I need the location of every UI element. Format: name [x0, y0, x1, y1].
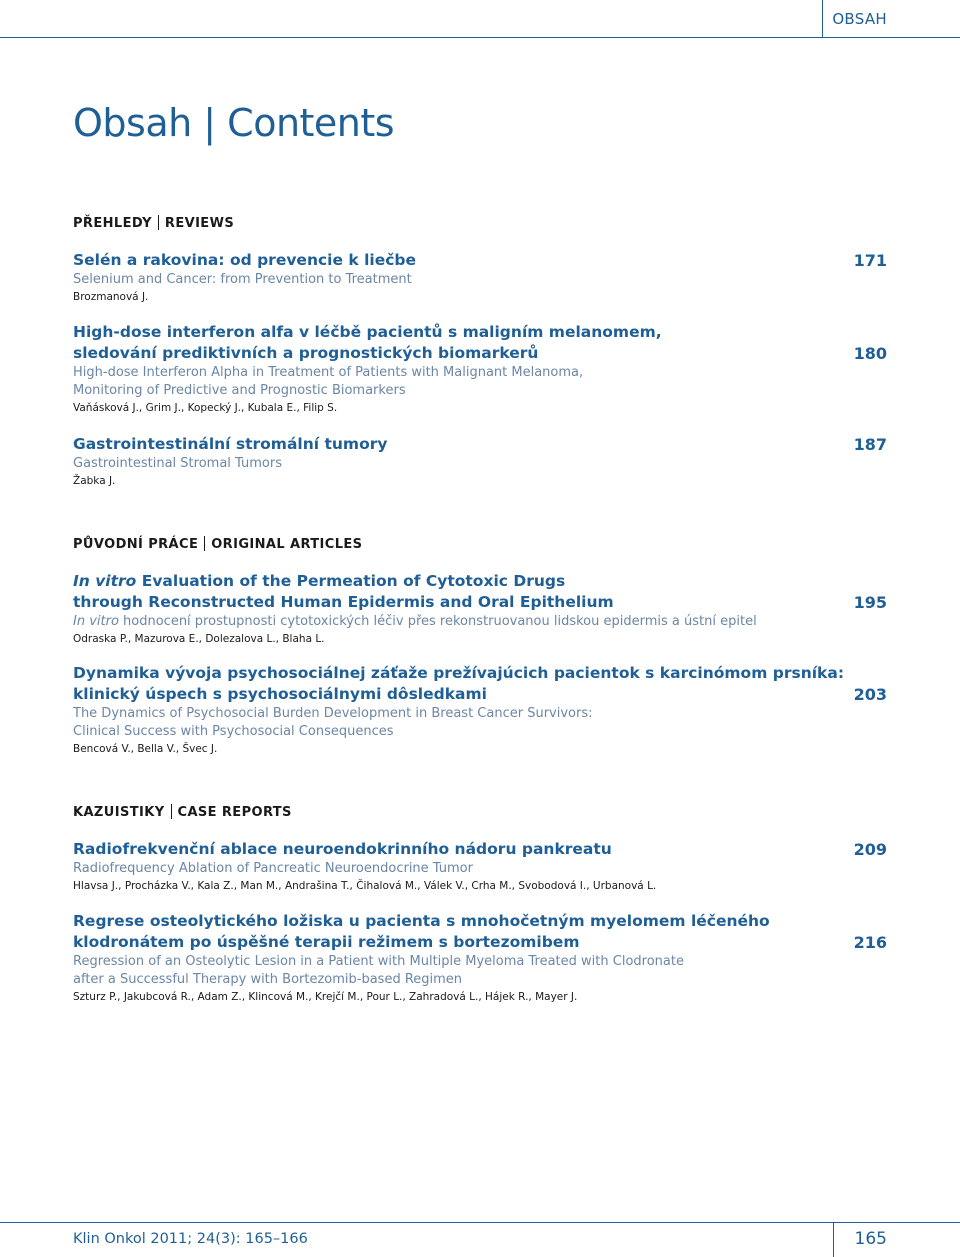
entry-authors: Odraska P., Mazurova E., Dolezalova L., Blaha L.: [73, 633, 325, 645]
entry-subtitle-line-1: The Dynamics of Psychosocial Burden Development in Breast Cancer Survivors:: [73, 706, 593, 721]
section-heading-cz: PŘEHLEDY: [73, 216, 152, 231]
entry-page-number: 180: [853, 344, 887, 363]
entry-subtitle: Radiofrequency Ablation of Pancreatic Neuroendocrine Tumor: [73, 861, 473, 876]
entry-title-line-1: Dynamika vývoja psychosociálnej záťaže prežívajúcich pacientok s karcinómom prsníka:: [73, 664, 845, 682]
section-heading-en: CASE REPORTS: [177, 805, 292, 820]
entry-title: Radiofrekvenční ablace neuroendokrinního nádoru pankreatu: [73, 840, 612, 858]
entry-subtitle-line-1: High-dose Interferon Alpha in Treatment of Patients with Malignant Melanoma,: [73, 365, 584, 380]
entry-title-italic: In vitro: [73, 572, 137, 590]
entry-authors: Vaňásková J., Grim J., Kopecký J., Kubala E., Filip S.: [73, 402, 338, 414]
top-rule: [0, 37, 960, 38]
entry-title-line-2: klinický úspech s psychosociálnymi dôsledkami: [73, 685, 487, 703]
entry-subtitle-line-1: Regression of an Osteolytic Lesion in a Patient with Multiple Myeloma Treated with Clodronate: [73, 954, 684, 969]
entry-subtitle: [73, 613, 887, 631]
entry-title: Gastrointestinální stromální tumory: [73, 435, 388, 453]
entry-authors: Szturz P., Jakubcová R., Adam Z., Klincová M., Krejčí M., Pour L., Zahradová L., Hájek R., Mayer J.: [73, 991, 578, 1003]
entry-title: Selén a rakovina: od prevencie k liečbe: [73, 251, 417, 269]
entry-title-line-1: High-dose interferon alfa v léčbě pacientů s maligním melanomem,: [73, 323, 662, 341]
entry-page-number: 209: [853, 840, 887, 859]
entry-authors: Bencová V., Bella V., Švec J.: [73, 743, 218, 755]
entry-title-line-1: Regrese osteolytického ložiska u pacienta s mnohočetným myelomem léčeného: [73, 912, 770, 930]
entry-page-number: 203: [853, 685, 887, 704]
entry-authors: Hlavsa J., Procházka V., Kala Z., Man M., Andrašina T., Čihalová M., Válek V., Crha M., Svobodová I., Urbanová L.: [73, 880, 657, 892]
entry-page-number: 187: [853, 435, 887, 454]
entry-page-number: 216: [853, 933, 887, 952]
section-heading-cz: PŮVODNÍ PRÁCE: [73, 537, 199, 552]
entry-subtitle-rest: hodnocení prostupnosti cytotoxických léčiv přes rekonstruovanou lidskou epidermis a ústní epitel: [118, 614, 757, 629]
entry-title-line-2: sledování prediktivních a prognostických biomarkerů: [73, 344, 539, 362]
entry-page-number: 171: [853, 251, 887, 270]
entry-subtitle-line-2: Clinical Success with Psychosocial Consequences: [73, 724, 394, 739]
entry-title-line-1: [73, 571, 887, 592]
toc-entry-psychosocial[interactable]: [73, 663, 887, 757]
footer-divider: [833, 1222, 834, 1257]
entry-title-line-2: through Reconstructed Human Epidermis and Oral Epithelium: [73, 593, 614, 611]
section-separator: [158, 215, 159, 230]
toc-entry-in-vitro[interactable]: [73, 571, 887, 647]
entry-subtitle-italic: In vitro: [73, 614, 119, 629]
toc-entry-interferon[interactable]: [73, 322, 887, 416]
section-heading-original-articles: [73, 536, 362, 552]
entry-page-number: 195: [853, 593, 887, 612]
header-label: OBSAH: [832, 10, 887, 28]
toc-entry-selenium[interactable]: [73, 250, 887, 305]
page-title: Obsah | Contents: [73, 101, 395, 145]
section-heading-reviews: [73, 215, 234, 231]
footer-rule: [0, 1222, 960, 1223]
entry-subtitle-line-2: Monitoring of Predictive and Prognostic Biomarkers: [73, 383, 406, 398]
section-separator: [204, 536, 205, 551]
section-heading-case-reports: [73, 804, 292, 820]
entry-subtitle-line-2: after a Successful Therapy with Bortezomib-based Regimen: [73, 972, 463, 987]
toc-entry-osteolytic[interactable]: [73, 911, 887, 1005]
entry-subtitle: Selenium and Cancer: from Prevention to Treatment: [73, 272, 412, 287]
entry-title-line-2: klodronátem po úspěšné terapii režimem s bortezomibem: [73, 933, 580, 951]
section-separator: [171, 804, 172, 819]
section-heading-cz: KAZUISTIKY: [73, 805, 165, 820]
top-bar: [0, 0, 960, 38]
top-divider: [822, 0, 823, 38]
section-heading-en: REVIEWS: [164, 216, 235, 231]
entry-title-rest: Evaluation of the Permeation of Cytotoxic Drugs: [136, 572, 566, 590]
entry-authors: Brozmanová J.: [73, 291, 149, 303]
footer-page-number: 165: [854, 1229, 887, 1249]
section-heading-en: ORIGINAL ARTICLES: [211, 537, 363, 552]
entry-authors: Žabka J.: [73, 475, 116, 487]
entry-subtitle: Gastrointestinal Stromal Tumors: [73, 456, 282, 471]
toc-entry-gist[interactable]: [73, 434, 887, 489]
toc-entry-radiofrequency[interactable]: [73, 839, 887, 894]
footer-citation: Klin Onkol 2011; 24(3): 165–166: [73, 1231, 308, 1247]
